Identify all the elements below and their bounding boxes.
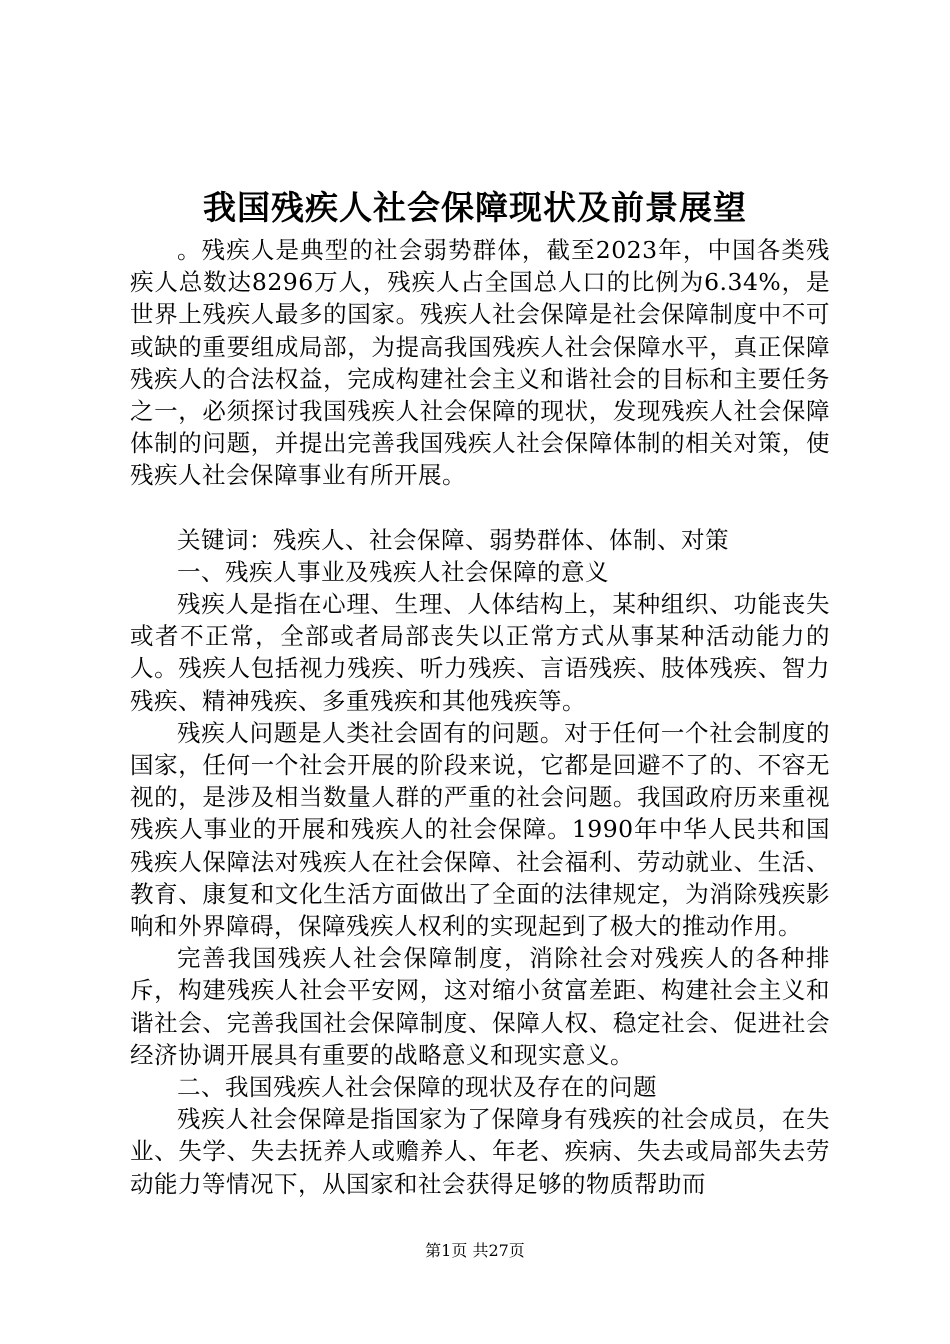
section-heading-1: 一、残疾人事业及残疾人社会保障的意义: [177, 557, 609, 586]
page-number-footer: 第1页 共27页: [425, 1241, 525, 1260]
body-paragraph: 残疾人社会保障是指国家为了保障身有残疾的社会成员，在失业、失学、失去抚养人或赡养人、年老、疾病、失去或局部失去劳动能力等情况下，从国家和社会获得足够的物质帮助而: [130, 1105, 830, 1198]
document-title: 我国残疾人社会保障现状及前景展望: [203, 188, 747, 227]
document-body: [130, 234, 830, 1200]
section-heading-2: 二、我国残疾人社会保障的现状及存在的问题: [177, 1073, 657, 1102]
keywords-line: 关键词：残疾人、社会保障、弱势群体、体制、对策: [177, 525, 729, 554]
body-paragraph: 残疾人问题是人类社会固有的问题。对于任何一个社会制度的国家，任何一个社会开展的阶段来说，它都是回避不了的、不容无视的，是涉及相当数量人群的严重的社会问题。我国政府历来重视残疾人事业的开展和残疾人的社会保障。1990年中华人民共和国残疾人保障法对残疾人在社会保障、社会福利、劳动就业、生活、教育、康复和文化生活方面做出了全面的法律规定，为消除残疾影响和外界障碍，保障残疾人权利的实现起到了极大的推动作用。: [130, 718, 830, 941]
abstract-paragraph: 。残疾人是典型的社会弱势群体，截至2023年，中国各类残疾人总数达8296万人，残疾人占全国总人口的比例为6.34%，是世界上残疾人最多的国家。残疾人社会保障是社会保障制度中不可或缺的重要组成局部，为提高我国残疾人社会保障水平，真正保障残疾人的合法权益，完成构建社会主义和谐社会的目标和主要任务之一，必须探讨我国残疾人社会保障的现状，发现残疾人社会保障体制的问题，并提出完善我国残疾人社会保障体制的相关对策，使残疾人社会保障事业有所开展。: [130, 236, 830, 490]
body-paragraph: 残疾人是指在心理、生理、人体结构上，某种组织、功能丧失或者不正常，全部或者局部丧失以正常方式从事某种活动能力的人。残疾人包括视力残疾、听力残疾、言语残疾、肢体残疾、智力残疾、精神残疾、多重残疾和其他残疾等。: [130, 590, 830, 715]
body-paragraph: 完善我国残疾人社会保障制度，消除社会对残疾人的各种排斥，构建残疾人社会平安网，这对缩小贫富差距、构建社会主义和谐社会、完善我国社会保障制度、保障人权、稳定社会、促进社会经济协调开展具有重要的战略意义和现实意义。: [130, 944, 830, 1069]
